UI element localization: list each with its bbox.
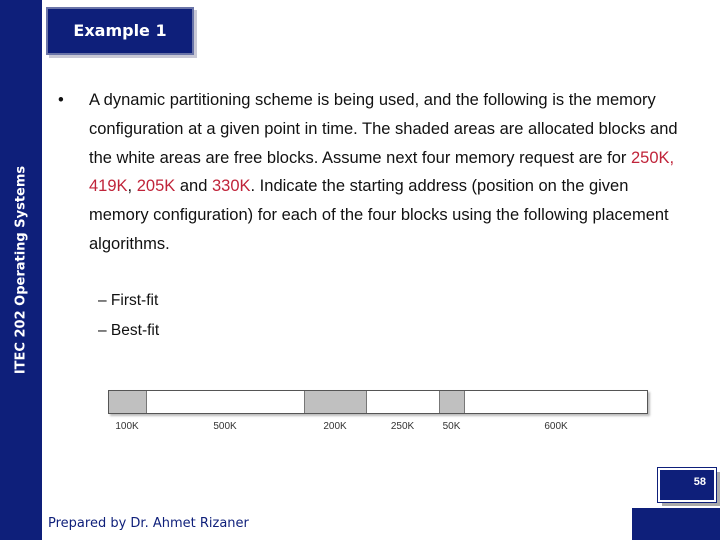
sidebar-title: ITEC 202 Operating Systems <box>13 165 29 375</box>
allocated-block <box>109 391 147 413</box>
highlighted-request-size: 250K, 419K <box>89 148 675 196</box>
footer-author: Prepared by Dr. Ahmet Rizaner <box>48 516 249 531</box>
bullet-text-part: , <box>127 177 137 196</box>
bullet-text-part: . Indicate the starting address (position on the given memory configuration) for each of the four blocks using the following placement algorithms. <box>89 177 669 253</box>
bullet-text-part: A dynamic partitioning scheme is being used, and the following is the memory configuration at a given point in time. The shaded areas are allocated blocks and the white areas are free blocks. Assume next four memory request are for <box>89 91 678 167</box>
sub-item-first-fit: – First-fit <box>98 292 159 309</box>
bullet-text-part: and <box>175 177 212 196</box>
bullet-paragraph <box>58 86 690 259</box>
free-block <box>367 391 440 413</box>
sub-item-best-fit: – Best-fit <box>98 322 160 339</box>
bullet-text <box>89 86 690 259</box>
allocated-block <box>305 391 367 413</box>
page-number: 58 <box>693 476 706 488</box>
page-corner-decoration <box>632 508 720 540</box>
free-block <box>147 391 305 413</box>
sidebar <box>0 0 42 540</box>
memory-block-label: 50K <box>442 421 461 432</box>
free-block <box>465 391 648 413</box>
slide-title: Example 1 <box>46 7 194 55</box>
memory-block-label: 200K <box>323 421 347 432</box>
highlighted-request-size: 205K <box>136 177 176 196</box>
allocated-block <box>440 391 465 413</box>
memory-block-label: 250K <box>390 421 415 432</box>
memory-block-label: 600K <box>544 421 568 432</box>
bullet-icon: • <box>58 91 64 109</box>
memory-block-label: 100K <box>115 421 139 432</box>
memory-block-label: 500K <box>213 421 237 432</box>
page-number-box <box>658 468 716 502</box>
highlighted-request-size: 330K <box>211 177 251 196</box>
memory-configuration-bar <box>108 390 648 414</box>
